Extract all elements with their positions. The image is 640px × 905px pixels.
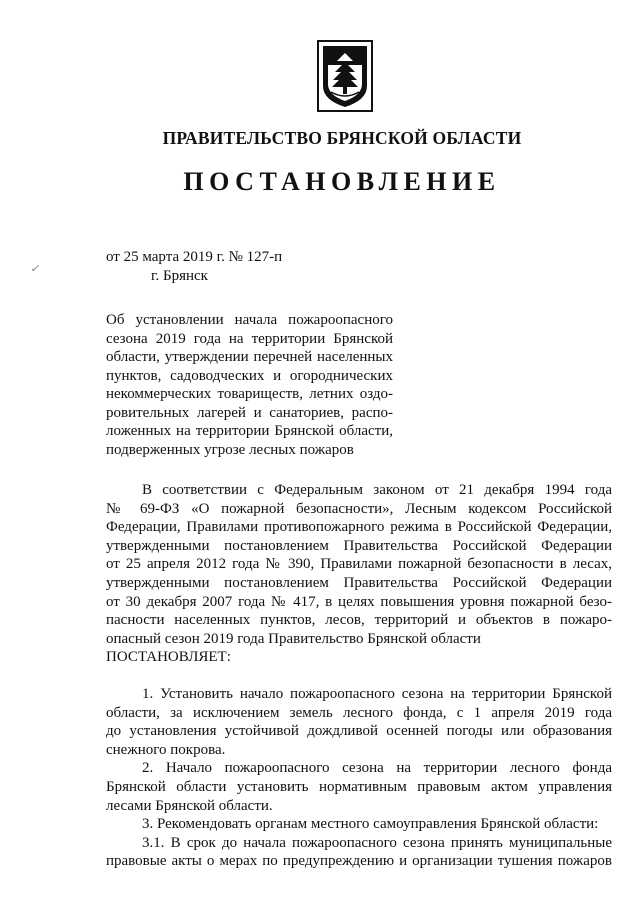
document-place: г. Брянск — [151, 268, 208, 284]
document-type-heading: ПОСТАНОВЛЕНИЕ — [183, 167, 501, 196]
item-3-1-line: 3.1. В срок до начала пожароопасного сезона принять муниципальные — [142, 834, 612, 851]
subject-line: некоммерческих товариществ, летних оздо- — [106, 386, 393, 402]
preamble-line: утвержденными постановлением Правительства Российской Федерации — [106, 574, 612, 591]
subject-line: сезона 2019 года на территории Брянской — [106, 330, 393, 347]
document-body — [106, 481, 612, 871]
subject-line: ложенных на территории Брянской области, — [106, 423, 393, 439]
preamble-line: утвержденными постановлением Правительства Российской Федерации — [106, 537, 612, 554]
document-subject — [106, 311, 393, 459]
subject-line: подверженных угрозе лесных пожаров — [106, 441, 354, 458]
margin-mark: ✓ — [30, 263, 40, 275]
item-2-line: лесами Брянской области. — [106, 797, 273, 814]
preamble-line: № 69-ФЗ «О пожарной безопасности», Лесным кодексом Российской — [106, 500, 612, 517]
coat-of-arms-icon — [317, 40, 373, 112]
item-1-line: снежного покрова. — [106, 741, 226, 758]
resolves-heading: ПОСТАНОВЛЯЕТ: — [106, 649, 231, 666]
preamble-line: пасности населенных пунктов, лесов, территорий и объектов в пожаро- — [106, 612, 612, 629]
preamble-line: от 30 декабря 2007 года № 417, в целях повышения уровня пожарной безо- — [106, 593, 612, 610]
document-date-number: от 25 марта 2019 г. № 127-п — [106, 249, 283, 265]
item-1-line: области, за исключением земель лесного фонда, с 1 апреля 2019 года — [106, 704, 612, 721]
item-2-line: 2. Начало пожароопасного сезона на территории лесного фонда — [142, 760, 612, 777]
preamble-line: Федерации, Правилами противопожарного режима в Российской Федерации, — [106, 519, 612, 536]
item-3-1-line: правовые акты о мерах по предупреждению и организации тушения пожаров — [106, 853, 612, 870]
subject-line: Об установлении начала пожароопасного — [106, 312, 393, 328]
item-1-line: до установления устойчивой дождливой осенней погоды или образования — [106, 723, 612, 740]
item-1-line: 1. Установить начало пожароопасного сезона на территории Брянской — [142, 685, 612, 702]
subject-line: пунктов, садоводческих и огороднических — [106, 367, 393, 384]
preamble-line: опасный сезон 2019 года Правительство Брянской области — [106, 630, 481, 647]
item-2-line: Брянской области установить нормативным правовым актом управления — [106, 778, 612, 795]
preamble-line: от 25 апреля 2012 года № 390, Правилами пожарной безопасности в лесах, — [106, 556, 612, 573]
organization-title: ПРАВИТЕЛЬСТВО БРЯНСКОЙ ОБЛАСТИ — [162, 128, 522, 148]
preamble-line: В соответствии с Федеральным законом от 21 декабря 1994 года — [142, 482, 612, 498]
item-3-line: 3. Рекомендовать органам местного самоуправления Брянской области: — [142, 816, 599, 833]
subject-line: области, утверждении перечней населенных — [106, 349, 393, 365]
paragraph-gap — [106, 667, 612, 685]
subject-line: ровительных лагерей и санаториев, распо- — [106, 404, 393, 421]
